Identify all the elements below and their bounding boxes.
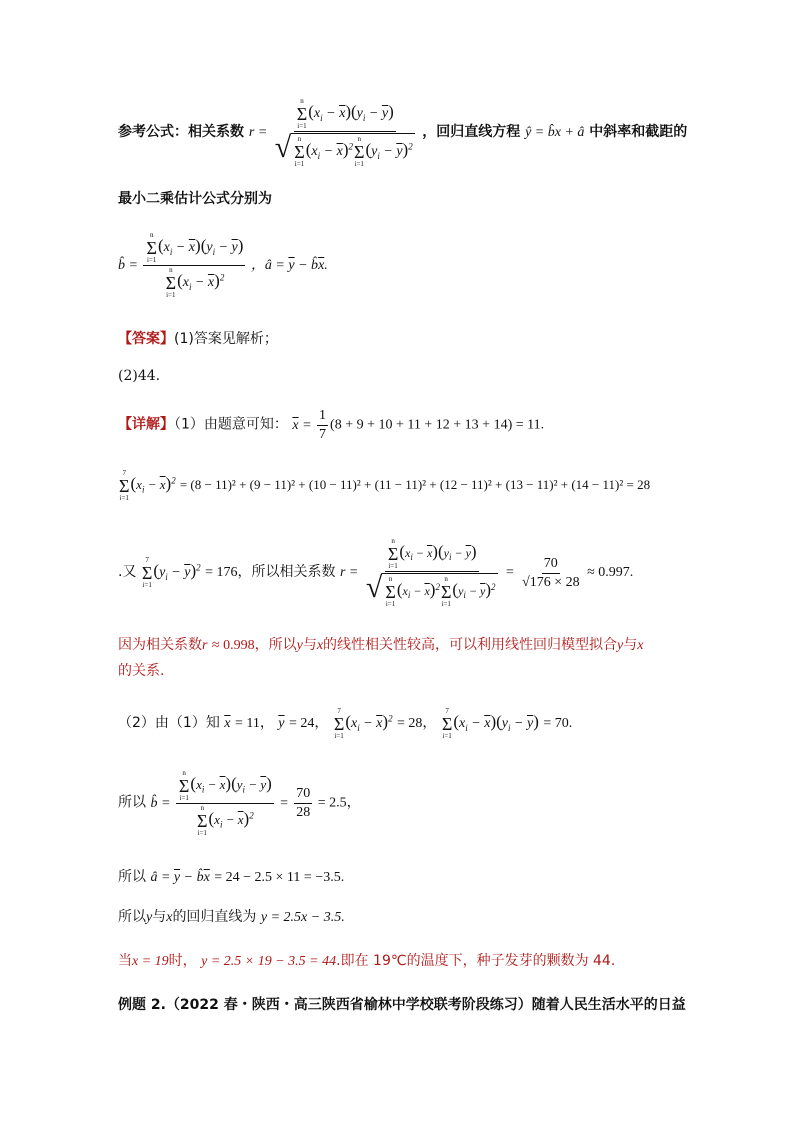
reference-label: 参考公式：相关系数 <box>118 124 244 141</box>
reference-formula-line: 参考公式：相关系数 r = n Σ i=1 $(x_i - \overline{x})(y_i - \overline{y})$ √ n Σ i=1 $(x_i - \overline{x})^2$ n Σ i=1 $(y_i - \overline{y})^2$ ，回归直线方程 ŷ = b̂x + â 中斜率和截距的 <box>118 97 688 168</box>
reference-line-2: 最小二乘估计公式分别为 <box>118 191 272 207</box>
next-example-heading: 例题 2.（2022 春・陕西・高三陕西省榆林中学校联考阶段练习）随着人民生活水平的日益 <box>118 997 686 1013</box>
detail-line-r: .又 7 Σ i=1 $(y_i - \overline{y})^2 = 176$，所以相关系数 r = n Σ i=1 $(x_i - \overline{x})(y_i - \overline{y})$ √ n Σ i=1 $(x_i - \overline{x})^2$ n Σ i=1 $(y_i - \overline{y})^2$ = $\frac{70}{√176 \times 28}$ ≈ 0.997. <box>118 537 634 608</box>
detail-line-sum-sq-x: 7 Σ i=1 $(x_i - \overline{x})^2 = (8 - 11)^2 + (9 - 11)^2 + (10 - 11)^2 + (11 - 11)^2 + (12 - 11)^2 + (13 - 11)^2 + (14 - 11)^2 = 28$ <box>119 469 651 502</box>
answer-line-2: (2)44. <box>118 368 161 384</box>
detail-b-hat: 所以 b̂ = n Σ i=1 $(x_i - \overline{x})(y_i - \overline{y})$ n Σ i=1 $(x_i - \overline{x})^2$ = $\frac{70}{28}$ = 2.5， <box>118 769 361 837</box>
detail-prediction: 当x = 19时， y = 2.5 × 19 − 3.5 = 44.即在 19℃的温度下，种子发芽的颗数为 44. <box>118 953 616 969</box>
detail-conclusion-line-2: 的关系. <box>118 663 165 679</box>
detail-part2-given: （2）由（1）知 $\overline{x} = 11$， $\overline{y} = 24$， 7 Σ i=1 $(x_i - \overline{x})^2 = 28$， 7 Σ i=1 $(x_i - \overline{x})(y_i - \overline{y}) = 70$. <box>118 707 573 740</box>
detail-line-xbar: 【详解】（1）由题意可知： $\overline{x}$ = $\frac{1}{7}$ (8 + 9 + 10 + 11 + 12 + 13 + 14) = 11. <box>118 408 545 442</box>
least-squares-formula: b̂ = n Σ i=1 $(x_i - \overline{x})(y_i - \overline{y})$ n Σ i=1 $(x_i - \overline{x})^2$ ，â = $\overline{y}$ − $b̂\overline{x}$. <box>118 231 328 299</box>
detail-regression-line: 所以y与x的回归直线为 y = 2.5x − 3.5. <box>118 909 345 925</box>
detail-conclusion-line-1: 因为相关系数r ≈ 0.998，所以y与x的线性相关性较高，可以利用线性回归模型拟合y与x <box>118 637 644 653</box>
detail-a-hat: 所以 â = $\overline{y}$ − $b̂\overline{x} = 24 - 2.5 \times 11 = -3.5$. <box>118 869 345 885</box>
answer-line-1: 【答案】(1)答案见解析； <box>118 331 278 347</box>
